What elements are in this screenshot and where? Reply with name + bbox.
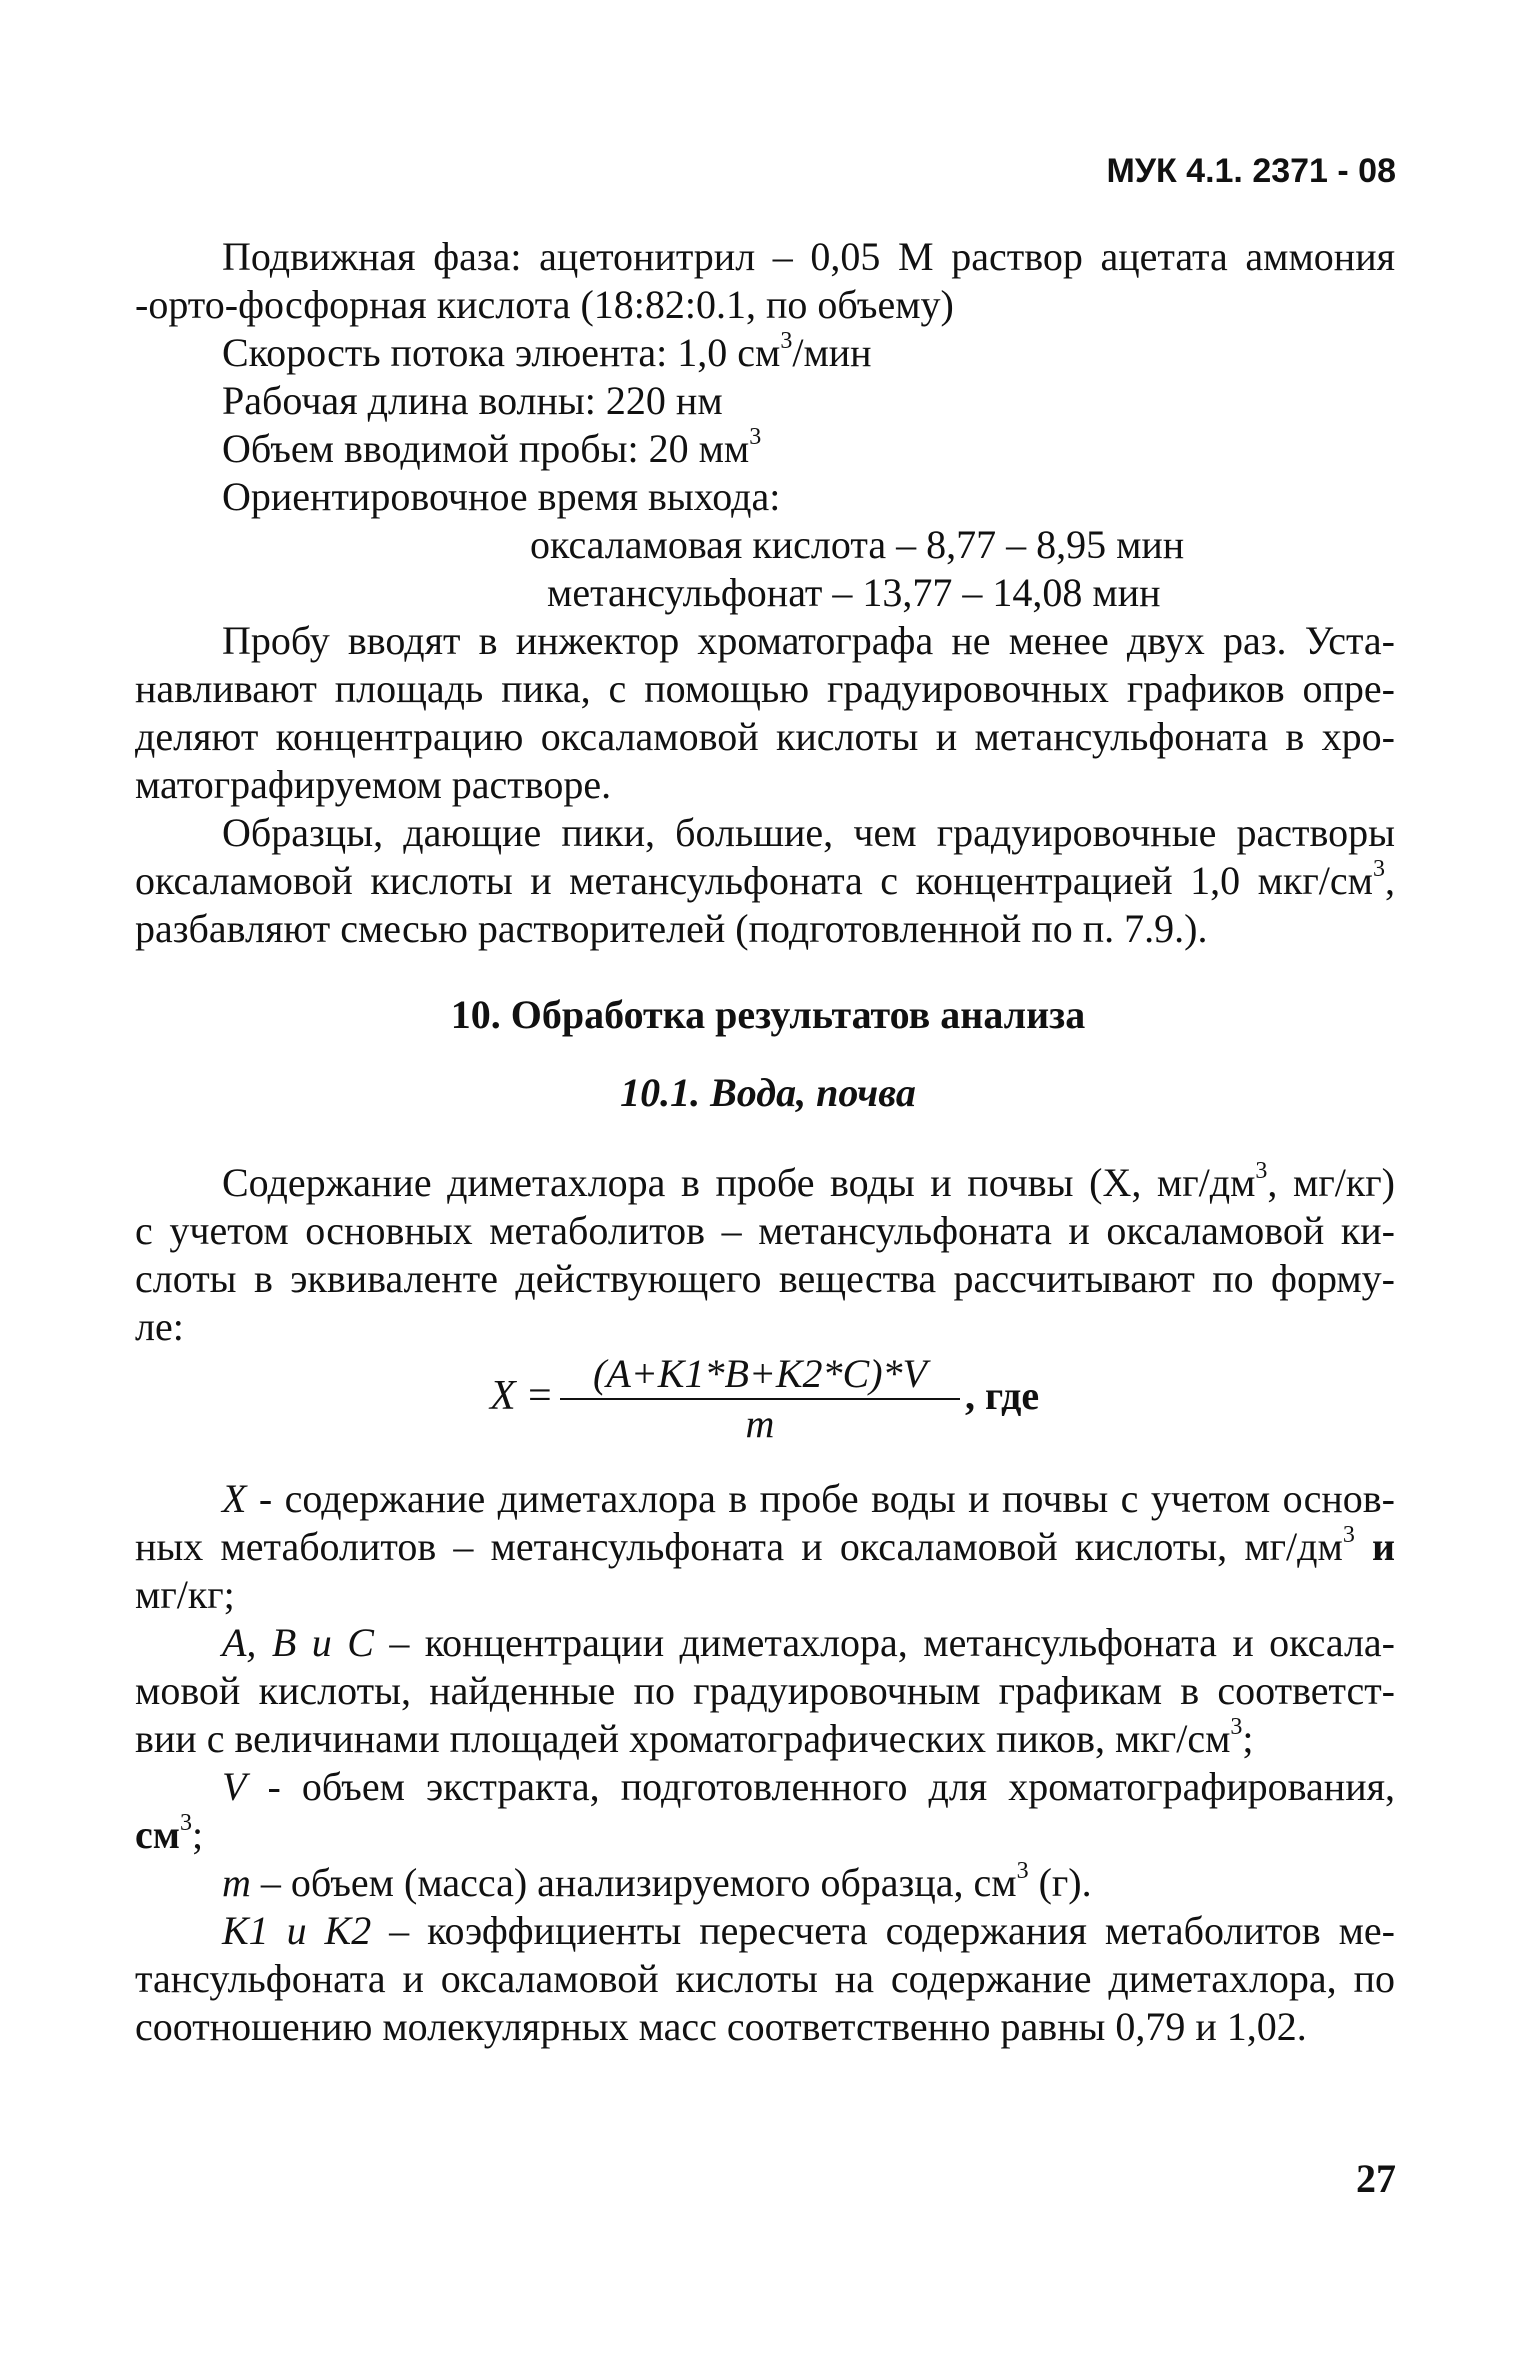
definition-text: (г). [1028, 1860, 1092, 1905]
definition-v-line-1 [222, 1762, 1395, 1812]
definition-text: - содержание диметахлора в пробе воды и почвы с учетом основ- [246, 1476, 1395, 1521]
section-title: 10. Обработка результатов анализа [450, 992, 1086, 1037]
injection-volume-line [222, 424, 1395, 474]
superscript: 3 [1342, 1521, 1355, 1548]
definition-text: - объем экстракта, подготовленного для хроматографирования, [246, 1764, 1395, 1809]
subsection-title: 10.1. Вода, почва [620, 1070, 916, 1115]
superscript: 3 [780, 327, 793, 354]
flow-rate-line [222, 328, 1395, 378]
superscript: 3 [1255, 1157, 1268, 1184]
definition-text: ных метаболитов – метансульфоната и оксаламовой кислоты, мг/дм [135, 1524, 1343, 1569]
definition-v-line-2 [135, 1810, 1395, 1860]
paragraph-line: Пробу вводят в инжектор хроматографа не менее двух раз. Уста- [222, 618, 1395, 663]
retention-time-label: Ориентировочное время выхода: [222, 474, 781, 519]
definition-text: ; [1242, 1716, 1254, 1761]
definition-m-line [222, 1858, 1395, 1908]
paragraph-line: с учетом основных метаболитов – метансульфоната и оксаламовой ки- [135, 1208, 1395, 1253]
definition-x-line-3: мг/кг; [135, 1572, 235, 1617]
formula-lhs: X [490, 1373, 516, 1419]
paragraph-line: деляют концентрацию оксаламовой кислоты и метансульфоната в хро- [135, 714, 1395, 759]
retention-methanesulfonate: метансульфонат – 13,77 – 14,08 мин [547, 570, 1161, 615]
paragraph-text: , [1385, 858, 1395, 903]
definition-text: вии с величинами площадей хроматографических пиков, мкг/см [135, 1716, 1231, 1761]
superscript: 3 [749, 423, 762, 450]
formula-where: , где [965, 1373, 1040, 1418]
definition-text: ; [192, 1812, 204, 1857]
definition-k-line-2: тансульфоната и оксаламовой кислоты на содержание диметахлора, по [135, 1956, 1395, 2001]
definition-abc-line-3 [135, 1714, 1395, 1764]
definition-x-line-1 [222, 1474, 1395, 1524]
paragraph-line: Образцы, дающие пики, большие, чем градуировочные растворы [222, 810, 1395, 855]
paragraph-line: навливают площадь пика, с помощью градуировочных графиков опре- [135, 666, 1395, 711]
superscript: 3 [1230, 1713, 1243, 1740]
mobile-phase-line-2: -орто-фосфорная кислота (18:82:0.1, по объему) [135, 282, 954, 327]
symbol-v: V [222, 1764, 247, 1809]
document-code-header: МУК 4.1. 2371 - 08 [1106, 152, 1396, 190]
flow-rate-unit: /мин [792, 330, 872, 375]
mobile-phase-line-1: Подвижная фаза: ацетонитрил – 0,05 М раствор ацетата аммония [222, 234, 1395, 279]
definition-text: и [1354, 1524, 1395, 1569]
paragraph-line [222, 1158, 1395, 1208]
definition-text: – объем (масса) анализируемого образца, см [250, 1860, 1017, 1905]
paragraph-text: , мг/кг) [1267, 1160, 1395, 1205]
paragraph-line: разбавляют смесью растворителей (подготовленной по п. 7.9.). [135, 906, 1208, 951]
definition-abc-line-2: мовой кислоты, найденные по градуировочным графикам в соответст- [135, 1668, 1395, 1713]
formula-denominator: m [745, 1401, 775, 1446]
paragraph-text: оксаламовой кислоты и метансульфоната с концентрацией 1,0 мкг/см [135, 858, 1373, 903]
symbol-k: K1 и K2 [222, 1908, 372, 1953]
injection-volume-text: Объем вводимой пробы: 20 мм [222, 426, 750, 471]
paragraph-line: ле: [135, 1304, 184, 1349]
superscript: 3 [1016, 1857, 1029, 1884]
formula-equals: = [528, 1373, 552, 1419]
paragraph-line [135, 856, 1395, 906]
symbol-abc: A, B и C [222, 1620, 374, 1665]
flow-rate-text: Скорость потока элюента: 1,0 см [222, 330, 781, 375]
result-formula [490, 1350, 1050, 1450]
definition-text: – коэффициенты пересчета содержания метаболитов ме- [371, 1908, 1395, 1953]
definition-abc-line-1 [222, 1618, 1395, 1668]
page-number: 27 [1356, 2156, 1396, 2201]
retention-oxalamic-acid: оксаламовая кислота – 8,77 – 8,95 мин [530, 522, 1185, 567]
wavelength-line: Рабочая длина волны: 220 нм [222, 378, 723, 423]
definition-text: – концентрации диметахлора, метансульфоната и оксала- [373, 1620, 1396, 1665]
paragraph-text: Содержание диметахлора в пробе воды и почвы (Х, мг/дм [222, 1160, 1256, 1205]
definition-x-line-2 [135, 1522, 1395, 1572]
paragraph-line: слоты в эквиваленте действующего вещества рассчитывают по форму- [135, 1256, 1395, 1301]
symbol-x: X [222, 1476, 247, 1521]
paragraph-line: матографируемом растворе. [135, 762, 612, 807]
definition-k-line-1 [222, 1906, 1395, 1956]
symbol-m: m [222, 1860, 251, 1905]
definition-text: см [135, 1812, 180, 1857]
superscript: 3 [1373, 855, 1385, 882]
formula-numerator: (A+K1*B+K2*C)*V [593, 1351, 927, 1396]
definition-k-line-3: соотношению молекулярных масс соответственно равны 0,79 и 1,02. [135, 2004, 1307, 2049]
superscript: 3 [180, 1809, 192, 1836]
